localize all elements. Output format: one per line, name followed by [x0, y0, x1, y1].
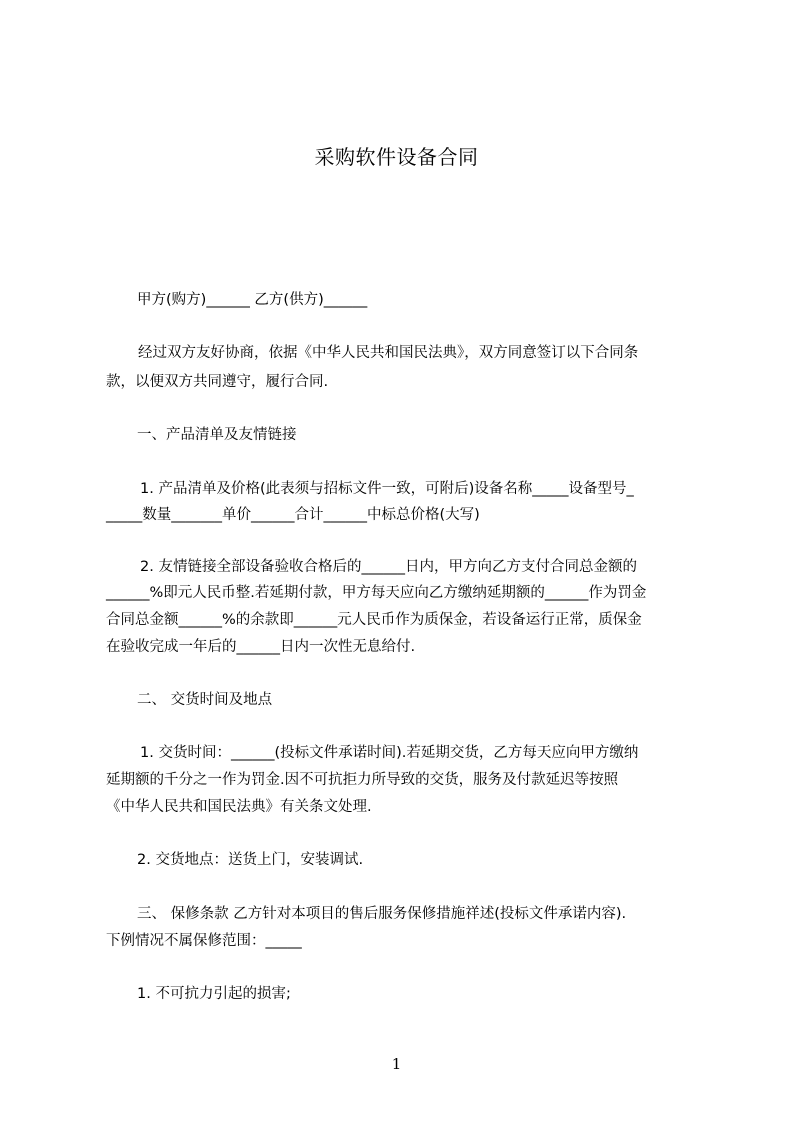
section-heading-3-line-1: 三、 保修条款 乙方针对本项目的售后服务保修措施祥述(投标文件承诺内容). — [137, 906, 627, 922]
clause-1-2-line-4: 在验收完成一年后的______日内一次性无息给付. — [106, 639, 416, 655]
clause-1-2-line-1: 2. 友情链接全部设备验收合格后的______日内，甲方向乙方支付合同总金额的 — [140, 559, 637, 575]
clause-3-1: 1. 不可抗力引起的损害; — [137, 986, 291, 1002]
page-number: 1 — [391, 1055, 402, 1073]
section-heading-3-line-2: 下例情况不属保修范围：_____ — [106, 933, 302, 949]
intro-paragraph-line-2: 款，以便双方共同遵守，履行合同. — [106, 374, 329, 390]
document-title: 采购软件设备合同 — [314, 145, 479, 169]
clause-1-1-line-2: _____数量_______单价______合计______中标总价格(大写) — [106, 507, 480, 523]
clause-2-1-line-3: 《中华人民共和国民法典》有关条文处理. — [106, 799, 372, 815]
section-heading-1: 一、产品清单及友情链接 — [137, 427, 297, 443]
intro-paragraph-line-1: 经过双方友好协商，依据《中华人民共和国民法典》，双方同意签订以下合同条 — [138, 345, 639, 361]
clause-2-1-line-2: 延期额的千分之一作为罚金.因不可抗拒力所导致的交货，服务及付款延迟等按照 — [106, 772, 619, 788]
parties-line: 甲方(购方)______ 乙方(供方)______ — [137, 292, 368, 308]
clause-1-2-line-3: 合同总金额______%的余款即______元人民币作为质保金，若设备运行正常，质保金 — [106, 612, 642, 628]
clause-1-2-line-2: ______%即元人民币整.若延期付款，甲方每天应向乙方缴纳延期额的______作为罚金 — [106, 585, 647, 601]
clause-2-2: 2. 交货地点：送货上门，安装调试. — [137, 852, 364, 868]
clause-2-1-line-1: 1. 交货时间：______(投标文件承诺时间).若延期交货，乙方每天应向甲方缴纳 — [140, 745, 639, 761]
clause-1-1-line-1: 1. 产品清单及价格(此表须与招标文件一致，可附后)设备名称_____设备型号_ — [140, 481, 634, 497]
section-heading-2: 二、 交货时间及地点 — [137, 692, 273, 708]
